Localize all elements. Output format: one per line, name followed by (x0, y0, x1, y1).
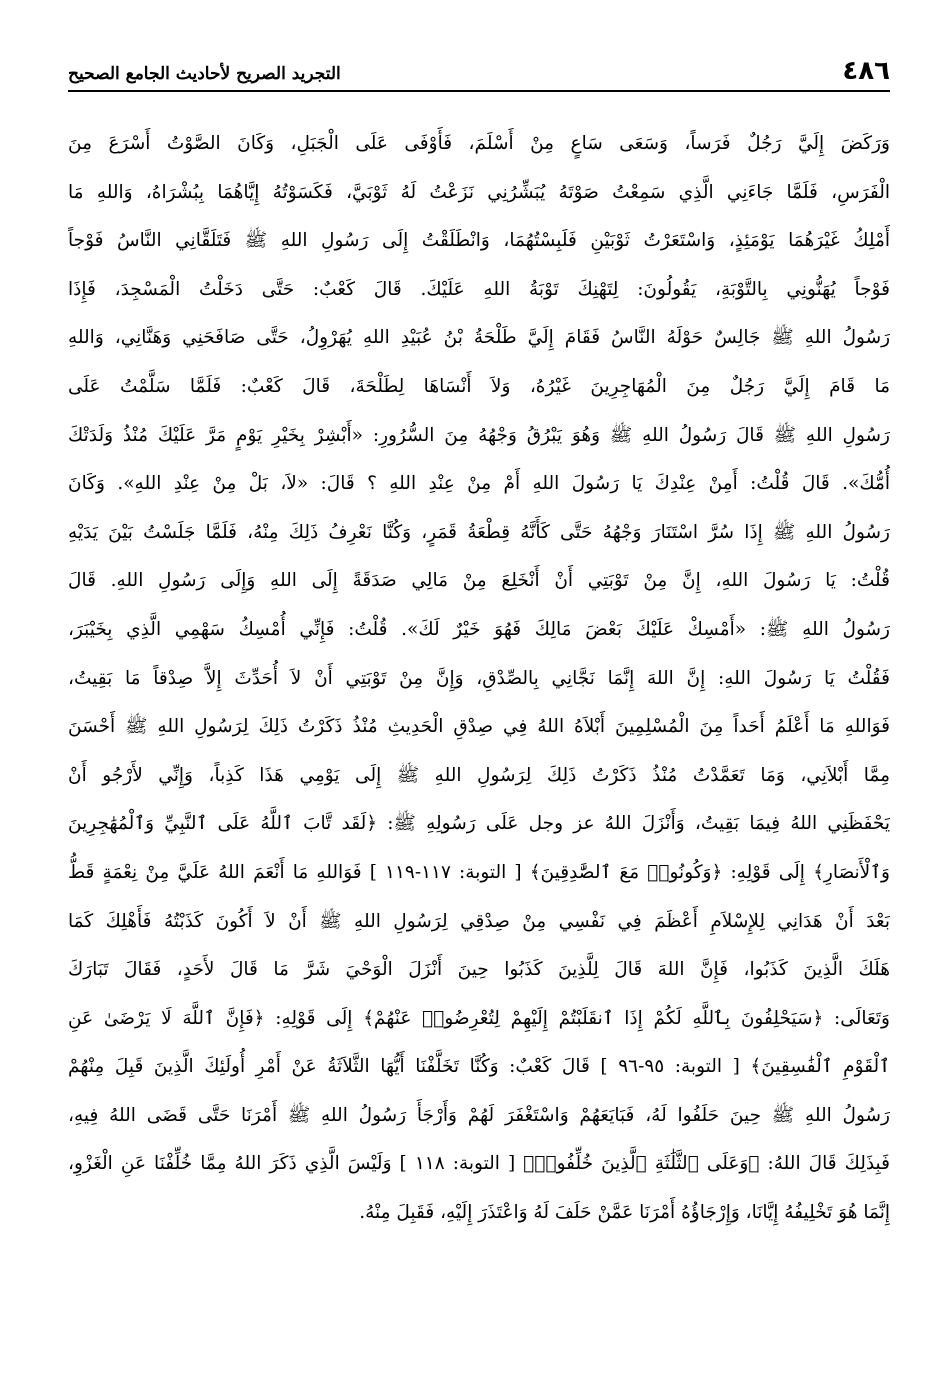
text-line: يَحْفَظَنِي اللهُ فِيمَا بَقِيتُ، وَأَنْزَلَ اللهُ عز وجل عَلَى رَسُولِهِ ﷺ: ﴿لَقَد تَّابَ ٱللَّهُ عَلَى ٱلنَّبِيِّ وَٱلْمُهَٰجِرِينَ (68, 813, 890, 835)
text-line: فَوْجاً يُهَنُّونِي بِالتَّوْبَةِ، يَقُولُونَ: لِتَهْنِكَ تَوْبَةُ اللهِ عَلَيْكَ. قَالَ كَعْبٌ: حَتَّى دَخَلْتُ الْمَسْجِدَ، فَإِذَا (68, 278, 890, 300)
text-line: مِمَّا أَبْلاَنِي، وَمَا تَعَمَّدْتُ مُنْذُ ذَكَرْتُ ذَلِكَ لِرَسُولِ اللهِ ﷺ إِلَى يَوْمِي هَذَا كَذِباً، وَإِنِّي لأَرْجُو أَنْ (68, 764, 890, 786)
text-line: أَمْلِكُ غَيْرَهُمَا يَوْمَئِذٍ، وَاسْتَعَرْتُ ثَوْبَيْنِ فَلَبِسْتُهُمَا، وَانْطَلَقْتُ إِلَى رَسُولِ اللهِ ﷺ فَتَلَقَّانِي النَّاسُ فَوْجاً (68, 230, 890, 252)
text-line: وَتَعَالَى: ﴿سَيَحْلِفُونَ بِٱللَّهِ لَكُمْ إِذَا ٱنقَلَبْتُمْ إِلَيْهِمْ لِتُعْرِضُوا۟ عَنْهُمْ﴾ إِلَى قَوْلِهِ: ﴿فَإِنَّ ٱللَّهَ لَا يَرْضَىٰ عَنِ (68, 1007, 890, 1029)
text-line: فَقُلْتُ يَا رَسُولَ اللهِ: إِنَّ اللهَ إِنَّمَا نَجَّانِي بِالصِّدْقِ، وَإِنَّ مِنْ تَوْبَتِي أَنْ لاَ أُحَدِّثَ إِلاَّ صِدْقاً مَا بَقِيتُ، (68, 667, 890, 689)
text-line: ٱلْقَوْمِ ٱلْفَٰسِقِينَ﴾ [ التوبة: ٩٥-٩٦ ] قَالَ كَعْبٌ: وَكُنَّا تَخَلَّفْنَا أَيُّهَا الثَّلاَثَةُ عَنْ أَمْرِ أُولَئِكَ الَّذِينَ قَبِلَ مِنْهُمْ (68, 1056, 890, 1078)
text-line: بَعْدَ أَنْ هَدَانِي لِلإِسْلاَمِ أَعْظَمَ فِي نَفْسِي مِنْ صِدْقِي لِرَسُولِ اللهِ ﷺ أَنْ لاَ أَكُونَ كَذَبْتُهُ فَأَهْلِكَ كَمَا (68, 910, 890, 932)
text-line: فَوَاللهِ مَا أَعْلَمُ أَحَداً مِنَ الْمُسْلِمِينَ أَبْلاَهُ اللهُ فِي صِدْقِ الْحَدِيثِ مُنْذُ ذَكَرْتُ ذَلِكَ لِرَسُولِ اللهِ ﷺ أَحْسَنَ (68, 716, 890, 738)
text-line: قُلْتُ: يَا رَسُولَ اللهِ، إِنَّ مِنْ تَوْبَتِي أَنْ أَنْخَلِعَ مِنْ مَالِي صَدَقَةً إِلَى اللهِ وَإِلَى رَسُولِ اللهِ. قَالَ (68, 570, 890, 592)
body-text (68, 120, 890, 1238)
header-rule (68, 90, 890, 92)
text-line: فَبِذَلِكَ قَالَ اللهُ: ﴿وَعَلَى ٱلثَّلَٰثَةِ ٱلَّذِينَ خُلِّفُوا۟﴾ [ التوبة: ١١٨ ] وَلَيْسَ الَّذِي ذَكَرَ اللهُ مِمَّا خُلِّفْنَا عَنِ الْغَزْوِ، (68, 1153, 890, 1175)
running-title: التجريد الصريح لأحاديث الجامع الصحيح (68, 64, 341, 84)
text-line: هَلَكَ الَّذِينَ كَذَبُوا، فَإِنَّ اللهَ قَالَ لِلَّذِينَ كَذَبُوا حِينَ أَنْزَلَ الْوَحْيَ شَرَّ مَا قَالَ لأَحَدٍ، فَقَالَ تَبَارَكَ (68, 959, 890, 981)
text-line: الْفَرَسِ، فَلَمَّا جَاءَنِي الَّذِي سَمِعْتُ صَوْتَهُ يُبَشِّرُنِي نَزَعْتُ لَهُ ثَوْبَيَّ، فَكَسَوْتُهُ إِيَّاهُمَا بِبُشْرَاهُ، وَاللهِ مَا (68, 181, 890, 203)
text-line: أُمُّكَ». قَالَ قُلْتُ: أَمِنْ عِنْدِكَ يَا رَسُولَ اللهِ أَمْ مِنْ عِنْدِ اللهِ ؟ قَالَ: «لاَ، بَلْ مِنْ عِنْدِ اللهِ». وَكَانَ (68, 473, 890, 495)
text-line: رَسُولُ اللهِ ﷺ حِينَ حَلَفُوا لَهُ، فَبَايَعَهُمْ وَاسْتَغْفَرَ لَهُمْ وَأَرْجَأَ رَسُولُ اللهِ ﷺ أَمْرَنَا حَتَّى قَضَى اللهُ فِيهِ، (68, 1104, 890, 1126)
text-line: وَٱلْأَنصَارِ﴾ إِلَى قَوْلِهِ: ﴿وَكُونُوا۟ مَعَ ٱلصَّٰدِقِينَ﴾ [ التوبة: ١١٧-١١٩ ] فَوَاللهِ مَا أَنْعَمَ اللهُ عَلَيَّ مِنْ نِعْمَةٍ قَطُّ (68, 861, 890, 883)
text-line: رَسُولُ اللهِ ﷺ جَالِسٌ حَوْلَهُ النَّاسُ فَقَامَ إِلَيَّ طَلْحَةُ بْنُ عُبَيْدِ اللهِ يُهَرْوِلُ، حَتَّى صَافَحَنِي وَهَنَّانِي، وَاللهِ (68, 327, 890, 349)
text-line-last: إِنَّمَا هُوَ تَخْلِيفُهُ إِيَّانَا، وَإِرْجَاؤُهُ أَمْرَنَا عَمَّنْ حَلَفَ لَهُ وَاعْتَذَرَ إِلَيْهِ، فَقَبِلَ مِنْهُ. (359, 1202, 890, 1224)
page-header (68, 50, 890, 86)
page-number: ٤٨٦ (842, 56, 890, 86)
text-line: رَسُولُ اللهِ ﷺ إِذَا سُرَّ اسْتَنَارَ وَجْهُهُ حَتَّى كَأَنَّهُ قِطْعَةُ قَمَرٍ، وَكُنَّا نَعْرِفُ ذَلِكَ مِنْهُ، فَلَمَّا جَلَسْتُ بَيْنَ يَدَيْهِ (68, 521, 890, 543)
text-line: وَرَكَضَ إِلَيَّ رَجُلٌ فَرَساً، وَسَعَى سَاعٍ مِنْ أَسْلَمَ، فَأَوْفَى عَلَى الْجَبَلِ، وَكَانَ الصَّوْتُ أَسْرَعَ مِنَ (68, 133, 890, 154)
text-line: رَسُولِ اللهِ ﷺ قَالَ رَسُولُ اللهِ ﷺ وَهُوَ يَبْرُقُ وَجْهُهُ مِنَ السُّرُورِ: «أَبْشِرْ بِخَيْرِ يَوْمٍ مَرَّ عَلَيْكَ مُنْذُ وَلَدَتْكَ (68, 424, 890, 446)
text-line: رَسُولُ اللهِ ﷺ: «أَمْسِكْ عَلَيْكَ بَعْضَ مَالِكَ فَهُوَ خَيْرٌ لَكَ». قُلْتُ: فَإِنِّي أُمْسِكُ سَهْمِي الَّذِي بِخَيْبَرَ، (68, 618, 890, 640)
text-line: مَا قَامَ إِلَيَّ رَجُلٌ مِنَ الْمُهَاجِرِينَ غَيْرُهُ، وَلاَ أَنْسَاهَا لِطَلْحَةَ، قَالَ كَعْبٌ: فَلَمَّا سَلَّمْتُ عَلَى (68, 375, 890, 397)
